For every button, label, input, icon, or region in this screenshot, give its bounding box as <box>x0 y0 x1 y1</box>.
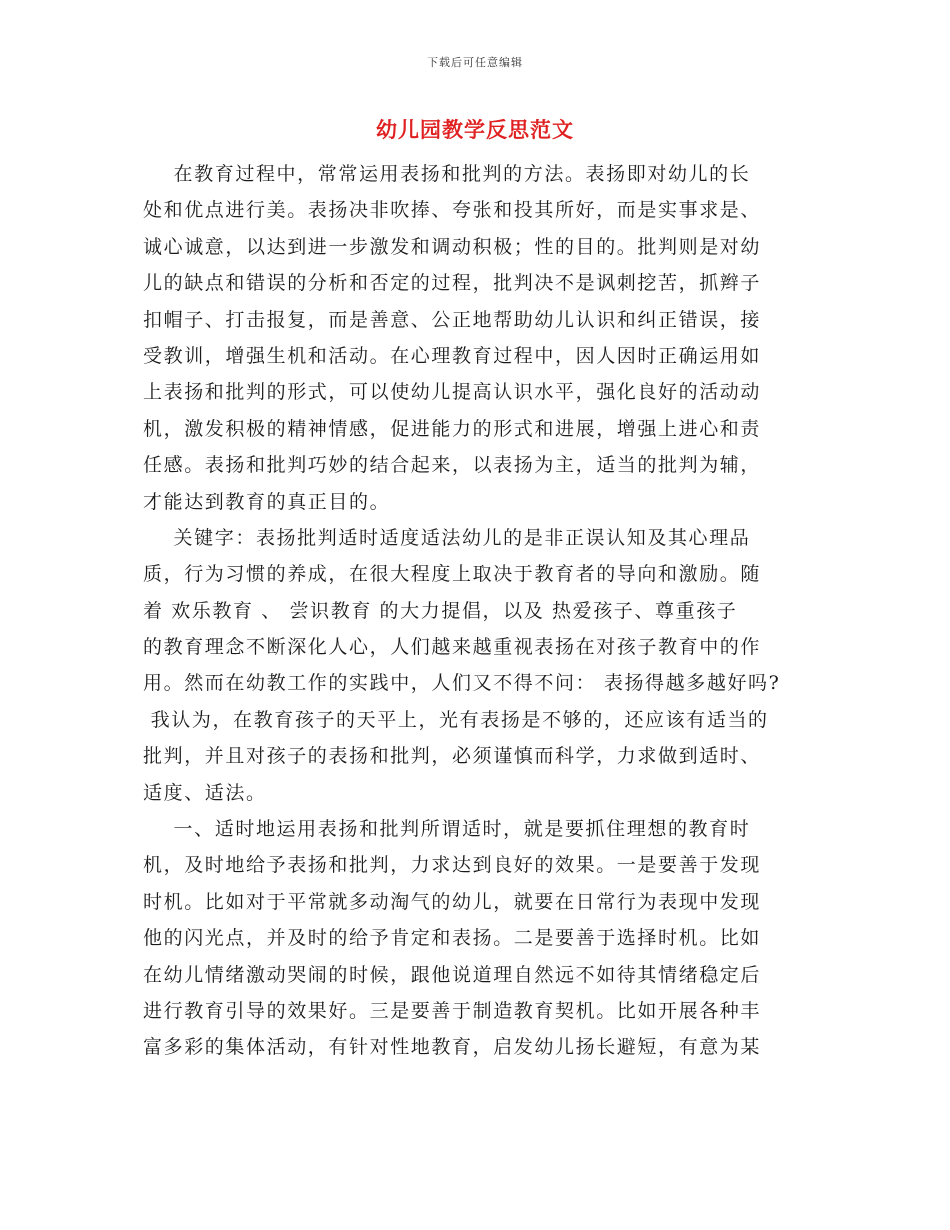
text-line: 批判，并且对孩子的表扬和批判，必须谨慎而科学，力求做到适时、 <box>143 745 762 768</box>
text-line: 儿的缺点和错误的分析和否定的过程，批判决不是讽刺挖苦，抓辫子 <box>143 272 762 295</box>
text-line: 才能达到教育的真正目的。 <box>143 490 391 513</box>
text-line: 富多彩的集体活动，有针对性地教育，启发幼儿扬长避短，有意为某 <box>143 1036 762 1059</box>
text-line: 的教育理念不断深化人心，人们越来越重视表扬在对孩子教育中的作 <box>143 636 762 659</box>
text-line: 着 欢乐教育 、 尝识教育 的大力提倡，以及 热爱孩子、尊重孩子 <box>143 599 738 622</box>
text-line: 在幼儿情绪激动哭闹的时候，跟他说道理自然远不如待其情绪稳定后 <box>143 963 762 986</box>
text-line: 任感。表扬和批判巧妙的结合起来，以表扬为主，适当的批判为辅， <box>143 454 762 477</box>
document-title: 幼儿园教学反思范文 <box>376 118 574 142</box>
text-line: 适度、适法。 <box>143 781 267 804</box>
text-line: 他的闪光点，并及时的给予肯定和表扬。二是要善于选择时机。比如 <box>143 927 762 950</box>
text-line: 质，行为习惯的养成，在很大程度上取决于教育者的导向和激励。随 <box>143 563 762 586</box>
text-line: 受教训，增强生机和活动。在心理教育过程中，因人因时正确运用如 <box>143 344 762 367</box>
text-line: 机，及时地给予表扬和批判，力求达到良好的效果。一是要善于发现 <box>143 854 762 877</box>
document-body <box>143 156 808 1066</box>
text-line: 处和优点进行美。表扬决非吹捧、夸张和投其所好，而是实事求是、 <box>143 199 762 222</box>
text-line: 扣帽子、打击报复，而是善意、公正地帮助幼儿认识和纠正错误，接 <box>143 308 762 331</box>
header-note: 下载后可任意编辑 <box>427 56 523 69</box>
text-line: 在教育过程中，常常运用表扬和批判的方法。表扬即对幼儿的长 <box>143 163 751 185</box>
text-line: 我认为，在教育孩子的天平上，光有表扬是不够的，还应该有适当的 <box>143 708 769 731</box>
text-line: 一、适时地运用表扬和批判所谓适时，就是要抓住理想的教育时 <box>143 818 751 841</box>
text-line: 上表扬和批判的形式，可以使幼儿提高认识水平，强化良好的活动动 <box>143 381 762 404</box>
text-line: 用。然而在幼教工作的实践中，人们又不得不问： 表扬得越多越好吗? <box>143 672 781 695</box>
text-line: 诚心诚意，以达到进一步激发和调动积极；性的目的。批判则是对幼 <box>143 235 762 258</box>
text-line: 时机。比如对于平常就多动淘气的幼儿，就要在日常行为表现中发现 <box>143 890 762 913</box>
text-line: 关键字：表扬批判适时适度适法幼儿的是非正误认知及其心理品 <box>143 526 751 549</box>
text-line: 机，激发积极的精神情感，促进能力的形式和进展，增强上进心和责 <box>143 417 762 440</box>
text-line: 进行教育引导的效果好。三是要善于制造教育契机。比如开展各种丰 <box>143 999 762 1022</box>
